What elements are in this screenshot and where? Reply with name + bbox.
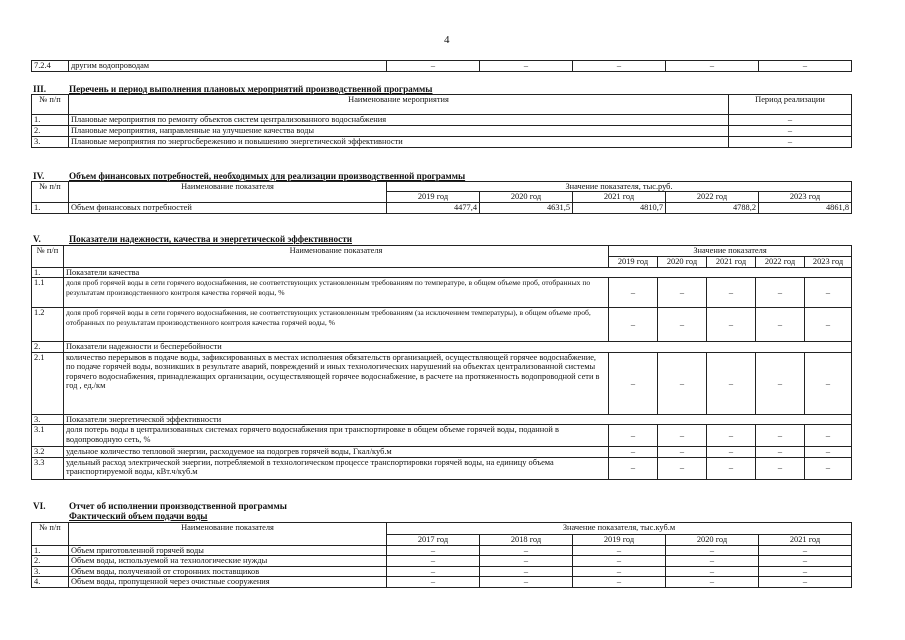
row-number: 3.2 (32, 447, 64, 457)
cell-value: – (756, 447, 805, 457)
row-number: 3. (32, 414, 64, 424)
cell-value: – (387, 61, 480, 72)
cell-value: – (666, 546, 759, 556)
group-title: Показатели энергетической эффективности (64, 414, 852, 424)
row-number: 1.2 (32, 308, 64, 342)
cell-value: – (609, 457, 658, 479)
row-number: 3.1 (32, 425, 64, 447)
cell-value: 4861,8 (759, 202, 852, 213)
cell-value: – (573, 546, 666, 556)
header-year: 2021 год (707, 257, 756, 268)
cell-value: – (609, 308, 658, 342)
row-name: Объем воды, пропущенной через очистные сооружения (69, 577, 387, 587)
row-number: 4. (32, 577, 69, 587)
row-number: 3.3 (32, 457, 64, 479)
header-number: № п/п (32, 523, 69, 546)
table-row (32, 308, 852, 342)
cell-value: – (609, 425, 658, 447)
header-year: 2021 год (759, 535, 852, 546)
cell-value: – (573, 61, 666, 72)
cell-value: – (480, 546, 573, 556)
cell-value: – (480, 556, 573, 566)
header-value: Значение показателя, тыс.куб.м (387, 523, 852, 535)
header-name: Наименование мероприятия (69, 95, 729, 115)
row-name: доля потерь воды в централизованных системах горячего водоснабжения при транспортировке в общем объеме горячей воды, поданной в водопроводную сеть, % (64, 425, 609, 447)
header-year: 2019 год (609, 257, 658, 268)
row-number: 2.1 (32, 352, 64, 414)
group-title: Показатели надежности и бесперебойности (64, 342, 852, 352)
cell-value: – (658, 425, 707, 447)
table-row (32, 342, 852, 352)
row-name: количество перерывов в подаче воды, зафиксированных в местах исполнения обязательств организацией, осуществляющей горячее водоснабжение, по подаче горячей воды, возникших в результате аварий, повреждений и иных технологических нарушений на объектах централизованной системы горячего водоснабжения, принадлежащих организации, осуществляющей горячее водоснабжение, в расчете на протяженность водопроводной сети в год , ед./км (64, 352, 609, 414)
table-row (32, 268, 852, 278)
header-year: 2020 год (666, 535, 759, 546)
section-6-table (31, 522, 852, 588)
cell-value: – (756, 457, 805, 479)
cell-value: – (805, 308, 852, 342)
row-name: Плановые мероприятия по энергосбережению и повышению энергетической эффективности (69, 137, 729, 148)
cell-value: – (759, 546, 852, 556)
row-number: 1. (32, 115, 69, 126)
header-year: 2022 год (756, 257, 805, 268)
cell-value: – (387, 577, 480, 587)
cell-value: – (609, 447, 658, 457)
cell-value: – (666, 556, 759, 566)
table-row (32, 447, 852, 457)
cell-value: – (805, 457, 852, 479)
row-period: – (729, 115, 852, 126)
cell-value: 4810,7 (573, 202, 666, 213)
section-number: III. (33, 84, 47, 94)
table-row (32, 523, 852, 535)
cell-value: – (387, 546, 480, 556)
row-name: удельное количество тепловой энергии, расходуемое на подогрев горячей воды, Гкал/куб.м (64, 447, 609, 457)
table-row (32, 182, 852, 192)
header-year: 2023 год (759, 192, 852, 202)
cell-value: – (759, 61, 852, 72)
table-row (32, 137, 852, 148)
row-number: 1. (32, 546, 69, 556)
table-row (32, 457, 852, 479)
cell-value: – (759, 577, 852, 587)
cell-value: – (658, 447, 707, 457)
table-row (32, 566, 852, 576)
section-6-subtitle: Фактический объем подачи воды (69, 511, 208, 521)
cell-value: – (573, 577, 666, 587)
row-name: Плановые мероприятия по ремонту объектов систем централизованного водоснабжения (69, 115, 729, 126)
row-number: 2. (32, 342, 64, 352)
continuation-table (31, 60, 852, 72)
header-number: № п/п (32, 246, 64, 268)
cell-value: – (756, 308, 805, 342)
cell-value: – (666, 577, 759, 587)
cell-value: – (756, 425, 805, 447)
cell-value: 4631,5 (480, 202, 573, 213)
section-6-heading (33, 501, 287, 511)
cell-value: – (480, 577, 573, 587)
cell-value: – (707, 308, 756, 342)
row-number: 1. (32, 268, 64, 278)
header-number: № п/п (32, 182, 69, 203)
section-number: IV. (33, 171, 45, 181)
header-name: Наименование показателя (69, 523, 387, 546)
cell-value: 4788,2 (666, 202, 759, 213)
cell-value: – (805, 425, 852, 447)
cell-value: – (756, 278, 805, 308)
cell-value: – (666, 566, 759, 576)
section-5-heading (33, 234, 352, 244)
cell-value: – (805, 352, 852, 414)
cell-value: – (609, 278, 658, 308)
cell-value: – (609, 352, 658, 414)
header-year: 2019 год (387, 192, 480, 202)
group-title: Показатели качества (64, 268, 852, 278)
cell-value: – (707, 352, 756, 414)
section-4-heading (33, 171, 465, 181)
row-number: 3. (32, 566, 69, 576)
cell-value: – (387, 566, 480, 576)
table-row (32, 202, 852, 213)
cell-value: 4477,4 (387, 202, 480, 213)
cell-value: – (756, 352, 805, 414)
section-3-table (31, 94, 852, 148)
header-year: 2018 год (480, 535, 573, 546)
cell-value: – (480, 61, 573, 72)
table-row (32, 126, 852, 137)
header-year: 2019 год (573, 535, 666, 546)
section-title: Перечень и период выполнения плановых мероприятий производственной программы (69, 84, 433, 94)
row-period: – (729, 137, 852, 148)
header-period: Период реализации (729, 95, 852, 115)
header-year: 2020 год (480, 192, 573, 202)
cell-value: – (805, 447, 852, 457)
row-name: удельный расход электрической энергии, потребляемой в технологическом процессе транспортировки горячей воды, на единицу объема транспортируемой воды, кВт.ч/куб.м (64, 457, 609, 479)
table-row (32, 577, 852, 587)
table-row (32, 352, 852, 414)
cell-value: – (658, 308, 707, 342)
row-number: 2. (32, 126, 69, 137)
cell-value: – (707, 425, 756, 447)
header-name: Наименование показателя (64, 246, 609, 268)
cell-value: – (658, 457, 707, 479)
cell-value: – (658, 278, 707, 308)
cell-value: – (707, 447, 756, 457)
table-row (32, 425, 852, 447)
table-row (32, 246, 852, 257)
table-row (32, 278, 852, 308)
cell-value: – (707, 457, 756, 479)
table-row (32, 61, 852, 72)
row-name: Плановые мероприятия, направленные на улучшение качества воды (69, 126, 729, 137)
row-name: Объем воды, используемой на технологические нужды (69, 556, 387, 566)
section-title: Объем финансовых потребностей, необходимых для реализации производственной программы (69, 171, 466, 181)
section-3-heading (33, 84, 432, 94)
row-name: доля проб горячей воды в сети горячего водоснабжения, не соответствующих установленным требованиям (за исключением температуры), в общем объеме проб, отобранных по результатам производственного контроля качества горячей воды, % (64, 308, 609, 342)
cell-value: – (707, 278, 756, 308)
section-number: VI. (33, 501, 46, 511)
header-value: Значение показателя, тыс.руб. (387, 182, 852, 192)
cell-value: – (805, 278, 852, 308)
header-value: Значение показателя (609, 246, 852, 257)
cell-value: – (658, 352, 707, 414)
section-title: Показатели надежности, качества и энергетической эффективности (69, 234, 353, 244)
cell-value: – (759, 556, 852, 566)
section-4-table (31, 181, 852, 214)
section-number: V. (33, 234, 41, 244)
row-number: 1.1 (32, 278, 64, 308)
header-year: 2017 год (387, 535, 480, 546)
cell-value: – (759, 566, 852, 576)
cell-value: – (573, 566, 666, 576)
header-year: 2020 год (658, 257, 707, 268)
header-name: Наименование показателя (69, 182, 387, 203)
table-row (32, 414, 852, 424)
row-period: – (729, 126, 852, 137)
table-row (32, 546, 852, 556)
cell-value: – (387, 556, 480, 566)
section-5-table (31, 245, 852, 480)
row-label: другим водопроводам (69, 61, 387, 72)
header-year: 2022 год (666, 192, 759, 202)
row-number: 2. (32, 556, 69, 566)
row-number: 1. (32, 202, 69, 213)
row-number: 3. (32, 137, 69, 148)
row-name: доля проб горячей воды в сети горячего водоснабжения, не соответствующих установленным требованиям по температуре, в общем объеме проб, отобранных по результатам производственного контроля качества горячей воды, % (64, 278, 609, 308)
table-row (32, 95, 852, 115)
header-number: № п/п (32, 95, 69, 115)
row-name: Объем приготовленной горячей воды (69, 546, 387, 556)
header-year: 2023 год (805, 257, 852, 268)
cell-value: – (480, 566, 573, 576)
cell-value: – (573, 556, 666, 566)
page-number: 4 (444, 34, 450, 46)
row-number: 7.2.4 (32, 61, 69, 72)
row-name: Объем финансовых потребностей (69, 202, 387, 213)
cell-value: – (666, 61, 759, 72)
header-year: 2021 год (573, 192, 666, 202)
table-row (32, 556, 852, 566)
row-name: Объем воды, полученной от сторонних поставщиков (69, 566, 387, 576)
section-title: Отчет об исполнении производственной программы (69, 501, 287, 511)
table-row (32, 115, 852, 126)
